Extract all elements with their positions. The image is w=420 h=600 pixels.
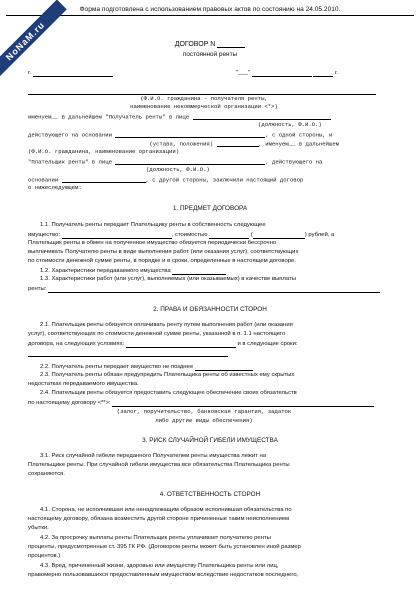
- city-field[interactable]: [33, 70, 113, 77]
- terms-label: и в следующие сроки:: [237, 341, 298, 348]
- property-characteristics-field[interactable]: [172, 268, 226, 275]
- party2-caption: (Ф.И.О. гражданина, наименование организации): [28, 148, 180, 155]
- clause-1-1-b: [28, 232, 380, 239]
- security-caption-1: (залог, поручительство, банковская гарантия, задаток: [116, 408, 292, 415]
- rent-label: ренты:: [28, 286, 47, 293]
- date-open-quote: "___": [236, 70, 251, 77]
- clause-3-1-c: сохраняются.: [28, 471, 65, 477]
- clause-4-2-c: процентов.): [28, 553, 61, 559]
- cost-label: , стоимостью: [171, 232, 208, 239]
- header-note: Форма подготовлена с использованием правовых актов по состоянию на 24.05.2010.: [6, 6, 414, 16]
- contract-title: [0, 40, 420, 48]
- party1-caption-1: (Ф.И.О. гражданина - получателя ренты,: [140, 95, 268, 102]
- section-3-heading: 3. РИСК СЛУЧАЙНОЙ ГИБЕЛИ ИМУЩЕСТВА: [142, 437, 278, 444]
- clause-2-2-text: 2.2. Получатель ренты передает имущество не позднее: [40, 364, 194, 371]
- clause-1-1-e: по стоимости денежной сумме ренты, в порядке и в сроки, определенные в настоящем договоре.: [28, 258, 296, 264]
- clause-2-4-b: [28, 400, 380, 407]
- party2-caption-9: (должность, Ф.И.О.): [146, 166, 210, 173]
- clause-1-1-d: выплачивать Получателю ренты в виде выполнения работ (или оказания услуг), соответствующих: [28, 249, 299, 255]
- clause-2-1-b: услуг), соответствующих по стоимости денежной сумме ренты, указанной в п. 1.1 настоящего: [28, 331, 286, 337]
- party1-side-text: , с одной стороны, и: [265, 131, 333, 139]
- clause-3-1-a: 3.1. Риск случайной гибели переданного Получателем ренты имущества лежит на: [40, 453, 266, 459]
- party1-named-text: именуем__ в дальнейшем "Получатель ренты" в лице: [28, 113, 190, 121]
- party2-concluded-text: , с другой стороны, заключили настоящий договор: [145, 176, 304, 184]
- party1-line-5: [28, 131, 380, 138]
- party2-line-10: [28, 176, 380, 183]
- clause-2-2: [28, 364, 392, 371]
- property-field[interactable]: [62, 232, 172, 239]
- party2-name-field[interactable]: [217, 140, 259, 147]
- conditions-field[interactable]: [126, 341, 236, 348]
- security-caption-2: либо другие виды обеспечения): [155, 417, 253, 424]
- date-year-field[interactable]: [313, 70, 333, 77]
- clause-4-2-a: 4.2. За просрочку выплаты ренты Плательщик ренты уплачивает получателю ренты: [40, 535, 271, 541]
- security-label: по настоящему договору <**>:: [28, 400, 111, 407]
- work-characteristics-field[interactable]: [48, 286, 380, 293]
- clause-2-1-a: 2.1. Плательщик ренты обязуется оплачивать ренту путем выполнения работ (или оказания: [40, 322, 293, 328]
- clause-1-1-c: Плательщик ренты в обмен на полученное имущество обязуется периодически бессрочно: [28, 240, 277, 246]
- title-text: ДОГОВОР N: [174, 41, 216, 48]
- party1-basis-field[interactable]: [115, 131, 265, 138]
- clause-4-2-b: проценты, предусмотренные ст. 395 ГК РФ. (Договором ренты может быть установлен иной размер: [28, 544, 301, 550]
- city-label: г.: [28, 70, 32, 77]
- watermark-ribbon: NoNaM.ru: [0, 0, 66, 82]
- clause-2-4-a: 2.4. Плательщик ренты обязуется предоставить следующее обеспечение своих обязательств: [40, 390, 297, 396]
- clause-1-2: [28, 268, 392, 275]
- party2-acting-text: , действующего на: [265, 158, 323, 166]
- cost-words-field[interactable]: [250, 232, 305, 239]
- date-year-label: г.: [334, 70, 339, 77]
- party1-caption-2: наименование некоммерческой организации <*>): [130, 103, 278, 110]
- party1-rep-field[interactable]: [193, 113, 331, 120]
- clause-1-2-text: 1.2. Характеристики передаваемого имущества: [40, 268, 171, 275]
- section-2-heading: 2. ПРАВА И ОБЯЗАННОСТИ СТОРОН: [153, 306, 267, 313]
- clause-4-1-a: 4.1. Сторона, не исполнившая или ненадлежащим образом исполнившая обязательства по: [40, 507, 292, 513]
- clause-4-3-b: правомерно пользовавшихся предоставленным имуществом вследствие недостатков последнего,: [28, 572, 299, 578]
- clause-3-1-b: Плательщике ренты. При случайной гибели имущества все обязательства Плательщика ренты: [28, 462, 290, 468]
- clause-4-1-c: убытки.: [28, 525, 49, 531]
- party2-payer-text: "Плательщик ренты" в лице: [28, 158, 112, 166]
- clause-2-1-c: [28, 341, 380, 348]
- clause-2-3-a: 2.3. Получатель ренты обязан предупредить Плательщика ренты об известных ему скрытых: [40, 372, 295, 378]
- cost-field[interactable]: [209, 232, 249, 239]
- party1-charter-caption: (устава, положения): [149, 140, 214, 148]
- clause-1-3-b: [28, 286, 380, 293]
- clause-4-1-b: настоящему договору, обязана возместить другой стороне причиненные таким неисполнением: [28, 516, 290, 522]
- terms-field[interactable]: [28, 356, 228, 357]
- party1-caption-4: (должность, Ф.И.О.): [258, 121, 322, 128]
- party2-named-text: , именуем__ в дальнейшем: [258, 140, 340, 148]
- section-1-heading: 1. ПРЕДМЕТ ДОГОВОРА: [172, 205, 248, 212]
- party1-line-3: [28, 113, 380, 120]
- security-field[interactable]: [112, 400, 374, 407]
- party1-basis-text: действующего на основании: [28, 131, 112, 139]
- party2-basis-field[interactable]: [62, 176, 146, 183]
- party2-rep-field[interactable]: [115, 158, 265, 165]
- party2-basis-text: основании: [28, 176, 59, 184]
- section-4-heading: 4. ОТВЕТСТВЕННОСТЬ СТОРОН: [159, 491, 261, 498]
- contract-subtitle: постоянной ренты: [182, 51, 238, 58]
- date-month-field[interactable]: [252, 70, 312, 77]
- cost-currency: ) рублей, а: [304, 232, 335, 239]
- party-agreement-line: о нижеследующем:: [28, 184, 82, 191]
- contract-number-field[interactable]: [217, 40, 245, 48]
- party2-line-8: [28, 158, 380, 165]
- property-label: имущество:: [28, 232, 61, 239]
- clause-1-3-a: 1.3. Характеристики работ (или услуг), выполняемых (или оказываемых) в качестве выплаты: [40, 276, 296, 282]
- cost-paren: (: [250, 232, 253, 239]
- clause-2-3-b: недостатках передаваемого имущества.: [28, 381, 139, 387]
- clause-4-3-a: 4.3. Вред, причиненный жизни, здоровью или имуществу Плательщика ренты или лиц,: [40, 563, 279, 569]
- conditions-label: договора, на следующих условиях:: [28, 341, 125, 348]
- clause-1-1-a: 1.1. Получатель ренты передает Плательщику ренты в собственность следующее: [40, 222, 266, 228]
- transfer-deadline-field[interactable]: [195, 364, 253, 371]
- city-date-line: [28, 70, 380, 77]
- party1-line-6: [28, 140, 380, 147]
